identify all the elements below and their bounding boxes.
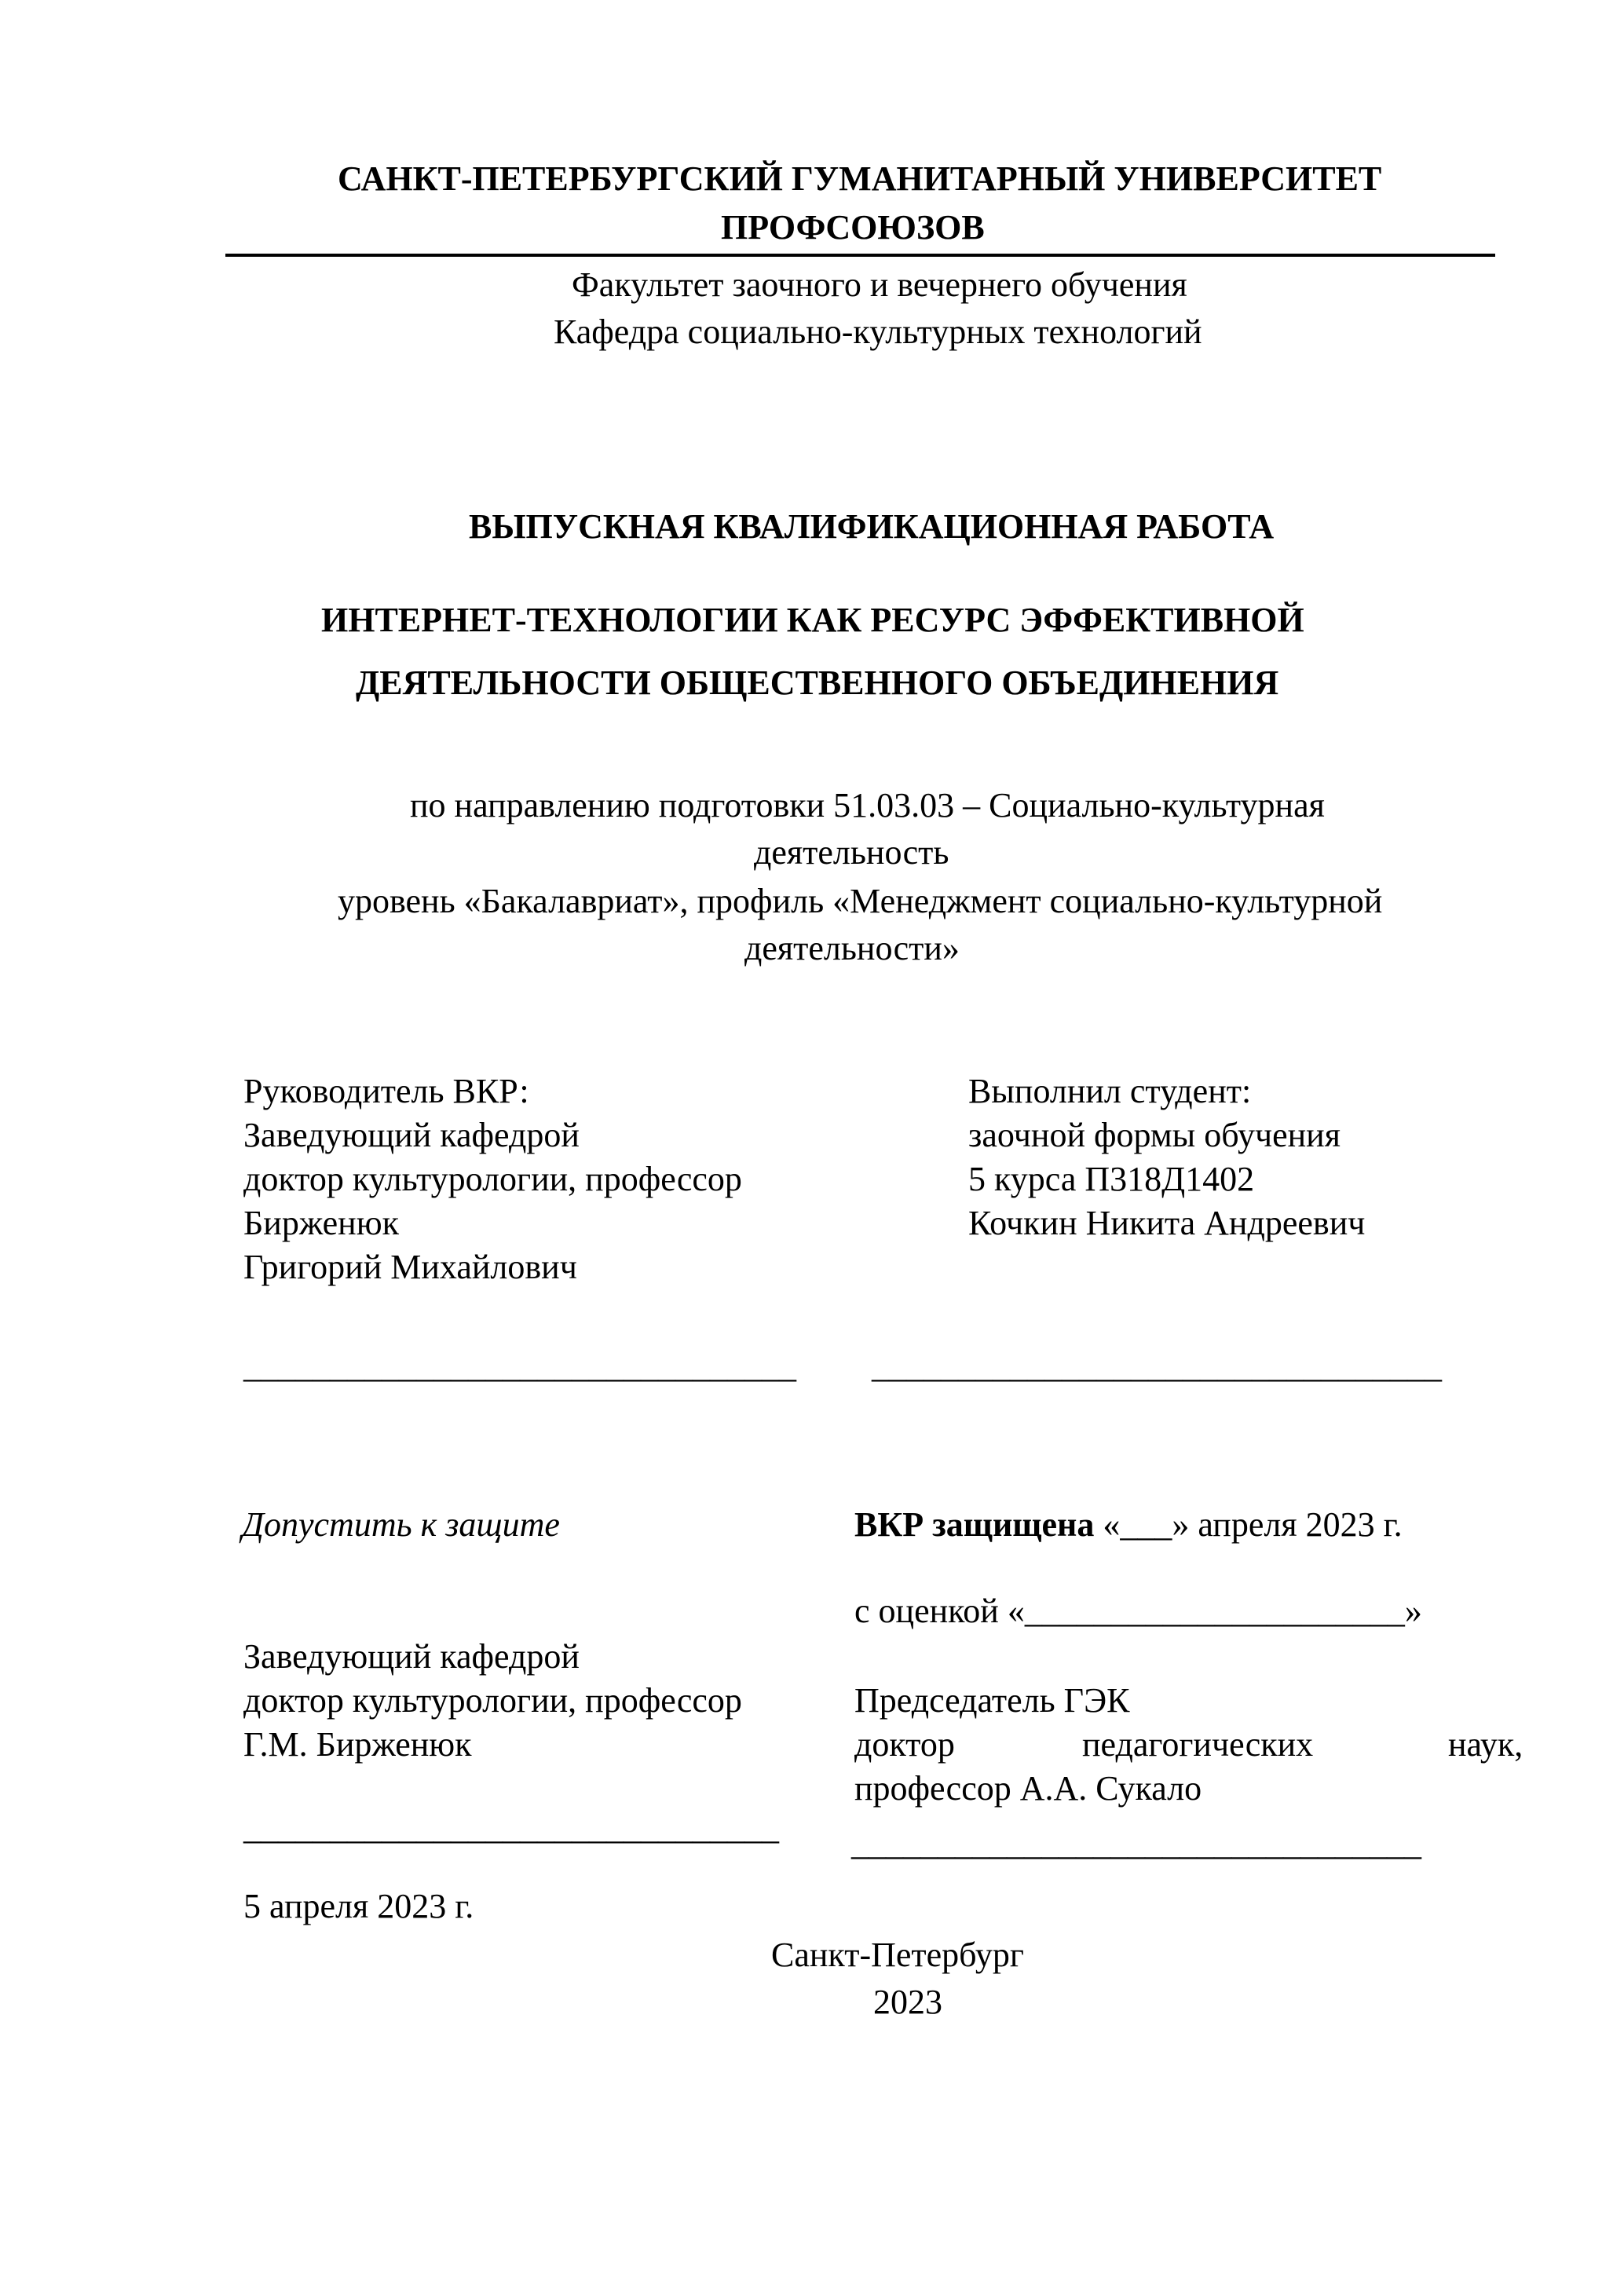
defense-grade: с оценкой «______________________» <box>854 1592 1422 1630</box>
direction-line3: уровень «Бакалавриат», профиль «Менеджмент социально-культурной <box>338 882 1383 920</box>
admission-name: Г.М. Бирженюк <box>243 1725 472 1764</box>
student-signature-line: _________________________________ <box>872 1347 1442 1385</box>
direction-line4: деятельности» <box>744 929 960 967</box>
topic-line1: ИНТЕРНЕТ-ТЕХНОЛОГИИ КАК РЕСУРС ЭФФЕКТИВНОЙ <box>321 601 1304 639</box>
admission-signature-line: _______________________________ <box>243 1808 779 1847</box>
supervisor-position: Заведующий кафедрой <box>243 1116 580 1154</box>
supervisor-degree: доктор культурологии, профессор <box>243 1160 742 1198</box>
student-course: 5 курса П318Д1402 <box>968 1160 1255 1198</box>
chairman-degree-word1: доктор <box>854 1725 955 1764</box>
year: 2023 <box>873 1983 942 2021</box>
chairman-signature-line: _________________________________ <box>851 1824 1421 1863</box>
topic-line2: ДЕЯТЕЛЬНОСТИ ОБЩЕСТВЕННОГО ОБЪЕДИНЕНИЯ <box>356 664 1279 702</box>
admission-date: 5 апреля 2023 г. <box>243 1887 474 1925</box>
admission-position: Заведующий кафедрой <box>243 1637 580 1676</box>
chairman-name: профессор А.А. Сукало <box>854 1769 1202 1808</box>
student-name: Кочкин Никита Андреевич <box>968 1204 1366 1242</box>
faculty-name: Факультет заочного и вечернего обучения <box>572 265 1187 304</box>
defense-status-bold: ВКР защищена <box>854 1505 1095 1544</box>
admission-degree: доктор культурологии, профессор <box>243 1681 742 1720</box>
header-divider <box>225 254 1495 257</box>
supervisor-name: Григорий Михайлович <box>243 1248 577 1286</box>
direction-line1: по направлению подготовки 51.03.03 – Социально-культурная <box>410 786 1325 824</box>
university-name-line1: САНКТ-ПЕТЕРБУРГСКИЙ ГУМАНИТАРНЫЙ УНИВЕРСИТЕТ <box>338 159 1382 198</box>
supervisor-signature-line: ________________________________ <box>243 1347 796 1385</box>
student-form: заочной формы обучения <box>968 1116 1341 1154</box>
chairman-title: Председатель ГЭК <box>854 1681 1130 1720</box>
work-type: ВЫПУСКНАЯ КВАЛИФИКАЦИОННАЯ РАБОТА <box>469 507 1275 546</box>
university-name-line2: ПРОФСОЮЗОВ <box>721 208 985 247</box>
direction-line2: деятельность <box>754 833 949 872</box>
supervisor-heading: Руководитель ВКР: <box>243 1072 529 1110</box>
city: Санкт-Петербург <box>771 1936 1024 1974</box>
student-heading: Выполнил студент: <box>968 1072 1252 1110</box>
department-name: Кафедра социально-культурных технологий <box>554 313 1202 351</box>
chairman-degree-word3: наук, <box>1448 1725 1523 1764</box>
defense-status-date: «___» апреля 2023 г. <box>1103 1505 1403 1544</box>
supervisor-surname: Бирженюк <box>243 1204 399 1242</box>
chairman-degree-word2: педагогических <box>1082 1725 1314 1764</box>
admission-label: Допустить к защите <box>242 1505 560 1544</box>
defense-status <box>854 1503 1403 1547</box>
